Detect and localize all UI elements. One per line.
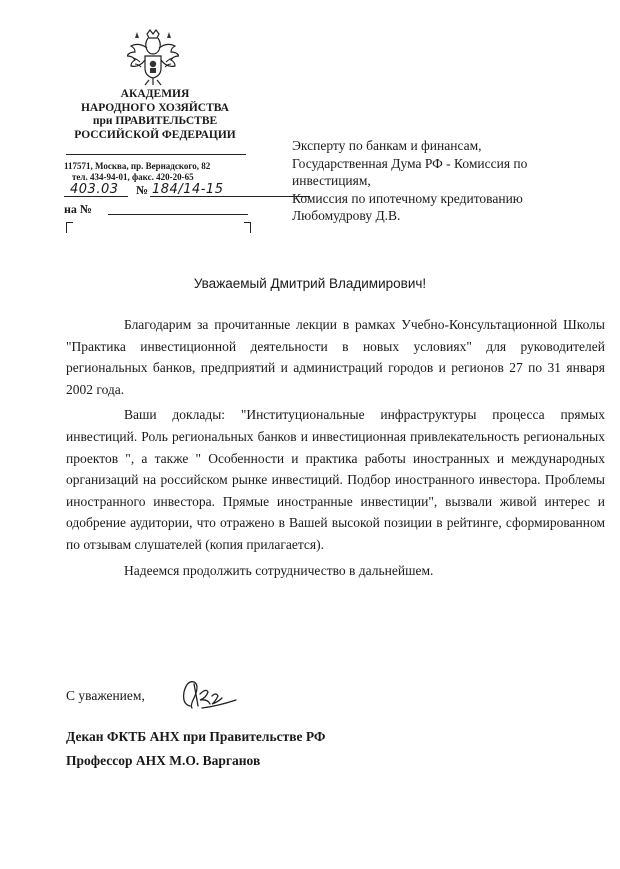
addressee-line: Любомудрову Д.В. bbox=[292, 208, 401, 223]
org-line: АКАДЕМИЯ bbox=[120, 88, 190, 100]
paragraph: Надеемся продолжить сотрудничество в дальнейшем. bbox=[124, 562, 434, 578]
org-line: НАРОДНОГО ХОЗЯЙСТВА bbox=[80, 101, 229, 114]
corner-mark-right bbox=[244, 222, 251, 233]
paragraph: Ваши доклады: "Институциональные инфраструктуры процесса прямых инвестиций. Роль региональных банков и инвестиционная привлекательность региональных проектов ", а также " Особенности и практика работы иностранных и международных организаций на российском рынке инвестиций. Подбор иностранного инвестора. Проблемы иностранного инвестора. Прямые иностранные инвестиции", вызвали живой интерес и одобрение аудитории, что отражено в Вашей высокой позиции в рейтинге, сформированном по отзывам слушателей (копия прилагается). bbox=[66, 407, 605, 552]
org-line: при ПРАВИТЕЛЬСТВЕ bbox=[92, 115, 218, 127]
addressee-line: Комиссия по ипотечному кредитованию bbox=[292, 190, 523, 206]
org-contacts bbox=[64, 161, 254, 183]
corner-mark-left bbox=[66, 222, 73, 233]
signatory-title: Декан ФКТБ АНХ при Правительстве РФ bbox=[66, 729, 326, 744]
ref-date-underline bbox=[64, 196, 128, 197]
incoming-ref-label: на № bbox=[64, 202, 92, 216]
incoming-reference bbox=[64, 202, 264, 216]
ref-number-label: № bbox=[136, 183, 149, 197]
signatory-name: Профессор АНХ М.О. Варганов bbox=[66, 753, 261, 768]
greeting: Уважаемый Дмитрий Владимирович! bbox=[193, 276, 427, 291]
closing: С уважением, bbox=[66, 688, 145, 703]
ref-date: 403.03 bbox=[70, 182, 119, 197]
paragraph: Благодарим за прочитанные лекции в рамках Учебно-Консультационной Школы "Практика инвестиционной деятельности в новых условиях" для руководителей региональных банков, предприятий и администраций городов и регионов 27 по 31 января 2002 года. bbox=[66, 317, 605, 397]
org-address: 117571, Москва, пр. Вернадского, 82 bbox=[64, 161, 211, 171]
addressee-line: Государственная Дума РФ - Комиссия по bbox=[292, 155, 528, 171]
incoming-ref-underline bbox=[108, 214, 248, 215]
addressee-line: Эксперту по банкам и финансам, bbox=[292, 138, 482, 153]
ref-number-underline bbox=[150, 196, 310, 197]
letter-body bbox=[66, 314, 605, 581]
ref-number: 184/14-15 bbox=[152, 182, 224, 197]
org-phone-fax: тел. 434-94-01, факс. 420-20-65 bbox=[72, 172, 194, 182]
coat-of-arms-icon bbox=[127, 28, 179, 86]
addressee-line: инвестициям, bbox=[292, 173, 371, 188]
addressee-block bbox=[292, 137, 542, 225]
header-divider bbox=[66, 154, 246, 155]
outgoing-reference bbox=[62, 183, 262, 197]
org-line: РОССИЙСКОЙ ФЕДЕРАЦИИ bbox=[74, 128, 236, 141]
handwritten-signature bbox=[172, 676, 246, 716]
organization-name bbox=[62, 88, 248, 142]
